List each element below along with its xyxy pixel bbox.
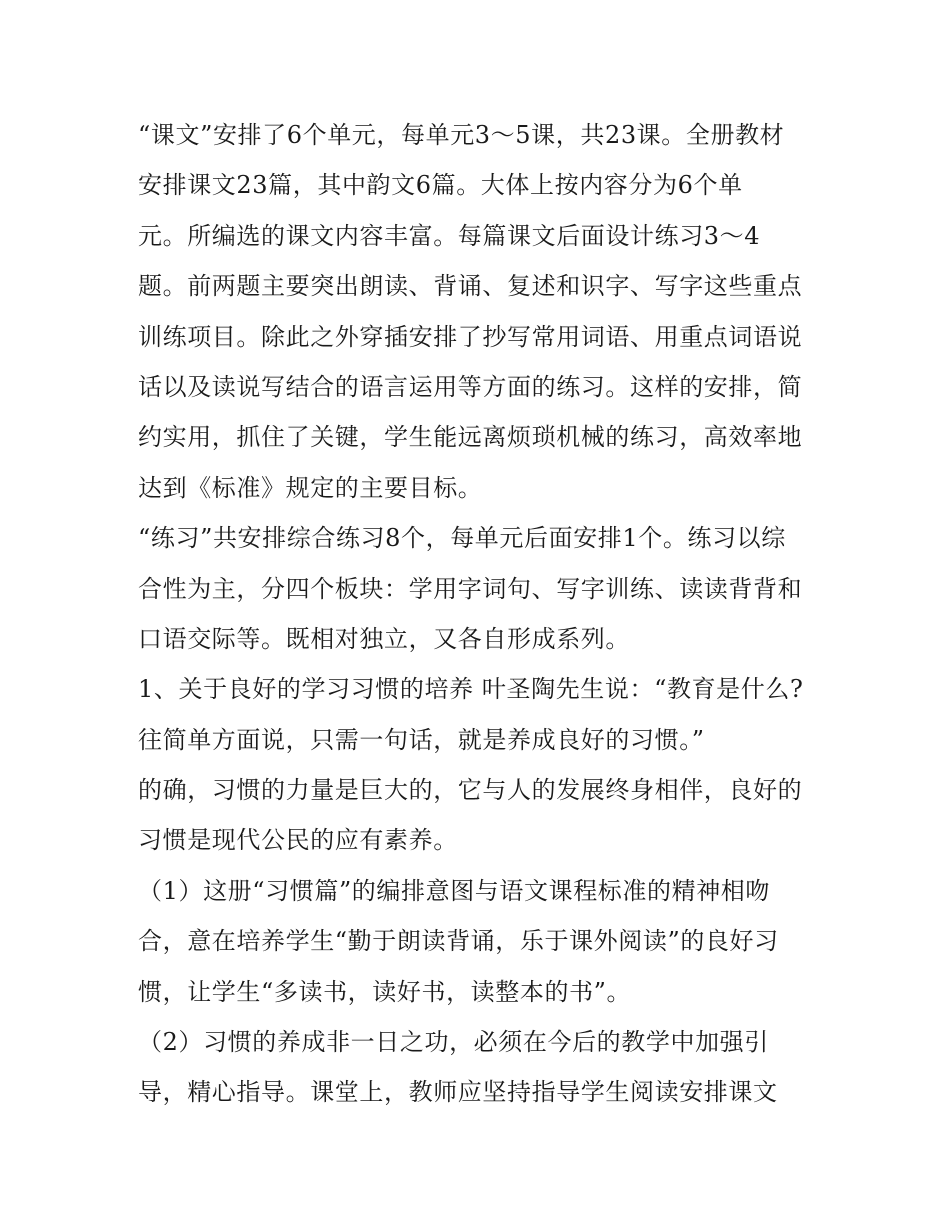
text-line: 元。所编选的课文内容丰富。每篇课文后面设计练习3～4 — [138, 221, 761, 250]
text-line: 安排课文23篇，其中韵文6篇。大体上按内容分为6个单 — [138, 171, 743, 200]
text-line: 惯，让学生“多读书，读好书，读整本的书”。 — [138, 977, 632, 1006]
text-line: 导，精心指导。课堂上，教师应坚持指导学生阅读安排课文 — [138, 1078, 778, 1107]
text-line: （1）这册“习惯篇”的编排意图与语文课程标准的精神相吻 — [138, 876, 771, 905]
text-line: 合，意在培养学生“勤于朗读背诵，乐于课外阅读”的良好习 — [138, 927, 779, 956]
text-line: 达到《标准》规定的主要目标。 — [138, 473, 483, 502]
paragraph-habit-power — [138, 765, 828, 866]
paragraph-point-1 — [138, 866, 828, 1017]
text-line: 的确，习惯的力量是巨大的，它与人的发展终身相伴，良好的 — [138, 776, 803, 805]
text-line: 训练项目。除此之外穿插安排了抄写常用词语、用重点词语说 — [138, 322, 803, 351]
text-line: “课文”安排了6个单元，每单元3～5课，共23课。全册教材 — [138, 121, 785, 149]
text-line: “练习”共安排综合练习8个，每单元后面安排1个。练习以综 — [138, 524, 786, 553]
text-line: 习惯是现代公民的应有素养。 — [138, 826, 458, 855]
text-line: 口语交际等。既相对独立，又各自形成系列。 — [138, 624, 630, 653]
text-line: 话以及读说写结合的语言运用等方面的练习。这样的安排，简 — [138, 372, 803, 401]
text-line: 题。前两题主要突出朗读、背诵、复述和识字、写字这些重点 — [138, 272, 803, 301]
text-line: 1、关于良好的学习习惯的培养 叶圣陶先生说：“教育是什么? — [138, 675, 804, 704]
paragraph-point-2 — [138, 1017, 828, 1118]
document-body — [138, 110, 828, 1118]
text-line: 合性为主，分四个板块：学用字词句、写字训练、读读背背和 — [138, 574, 803, 603]
text-line: 往简单方面说，只需一句话，就是养成良好的习惯。” — [138, 725, 705, 754]
text-line: （2）习惯的养成非一日之功，必须在今后的教学中加强引 — [138, 1028, 769, 1057]
paragraph-habit-intro — [138, 664, 828, 765]
text-line: 约实用，抓住了关键，学生能远离烦琐机械的练习，高效率地 — [138, 423, 803, 452]
paragraph-lianxi — [138, 513, 828, 664]
paragraph-kewen — [138, 110, 828, 513]
